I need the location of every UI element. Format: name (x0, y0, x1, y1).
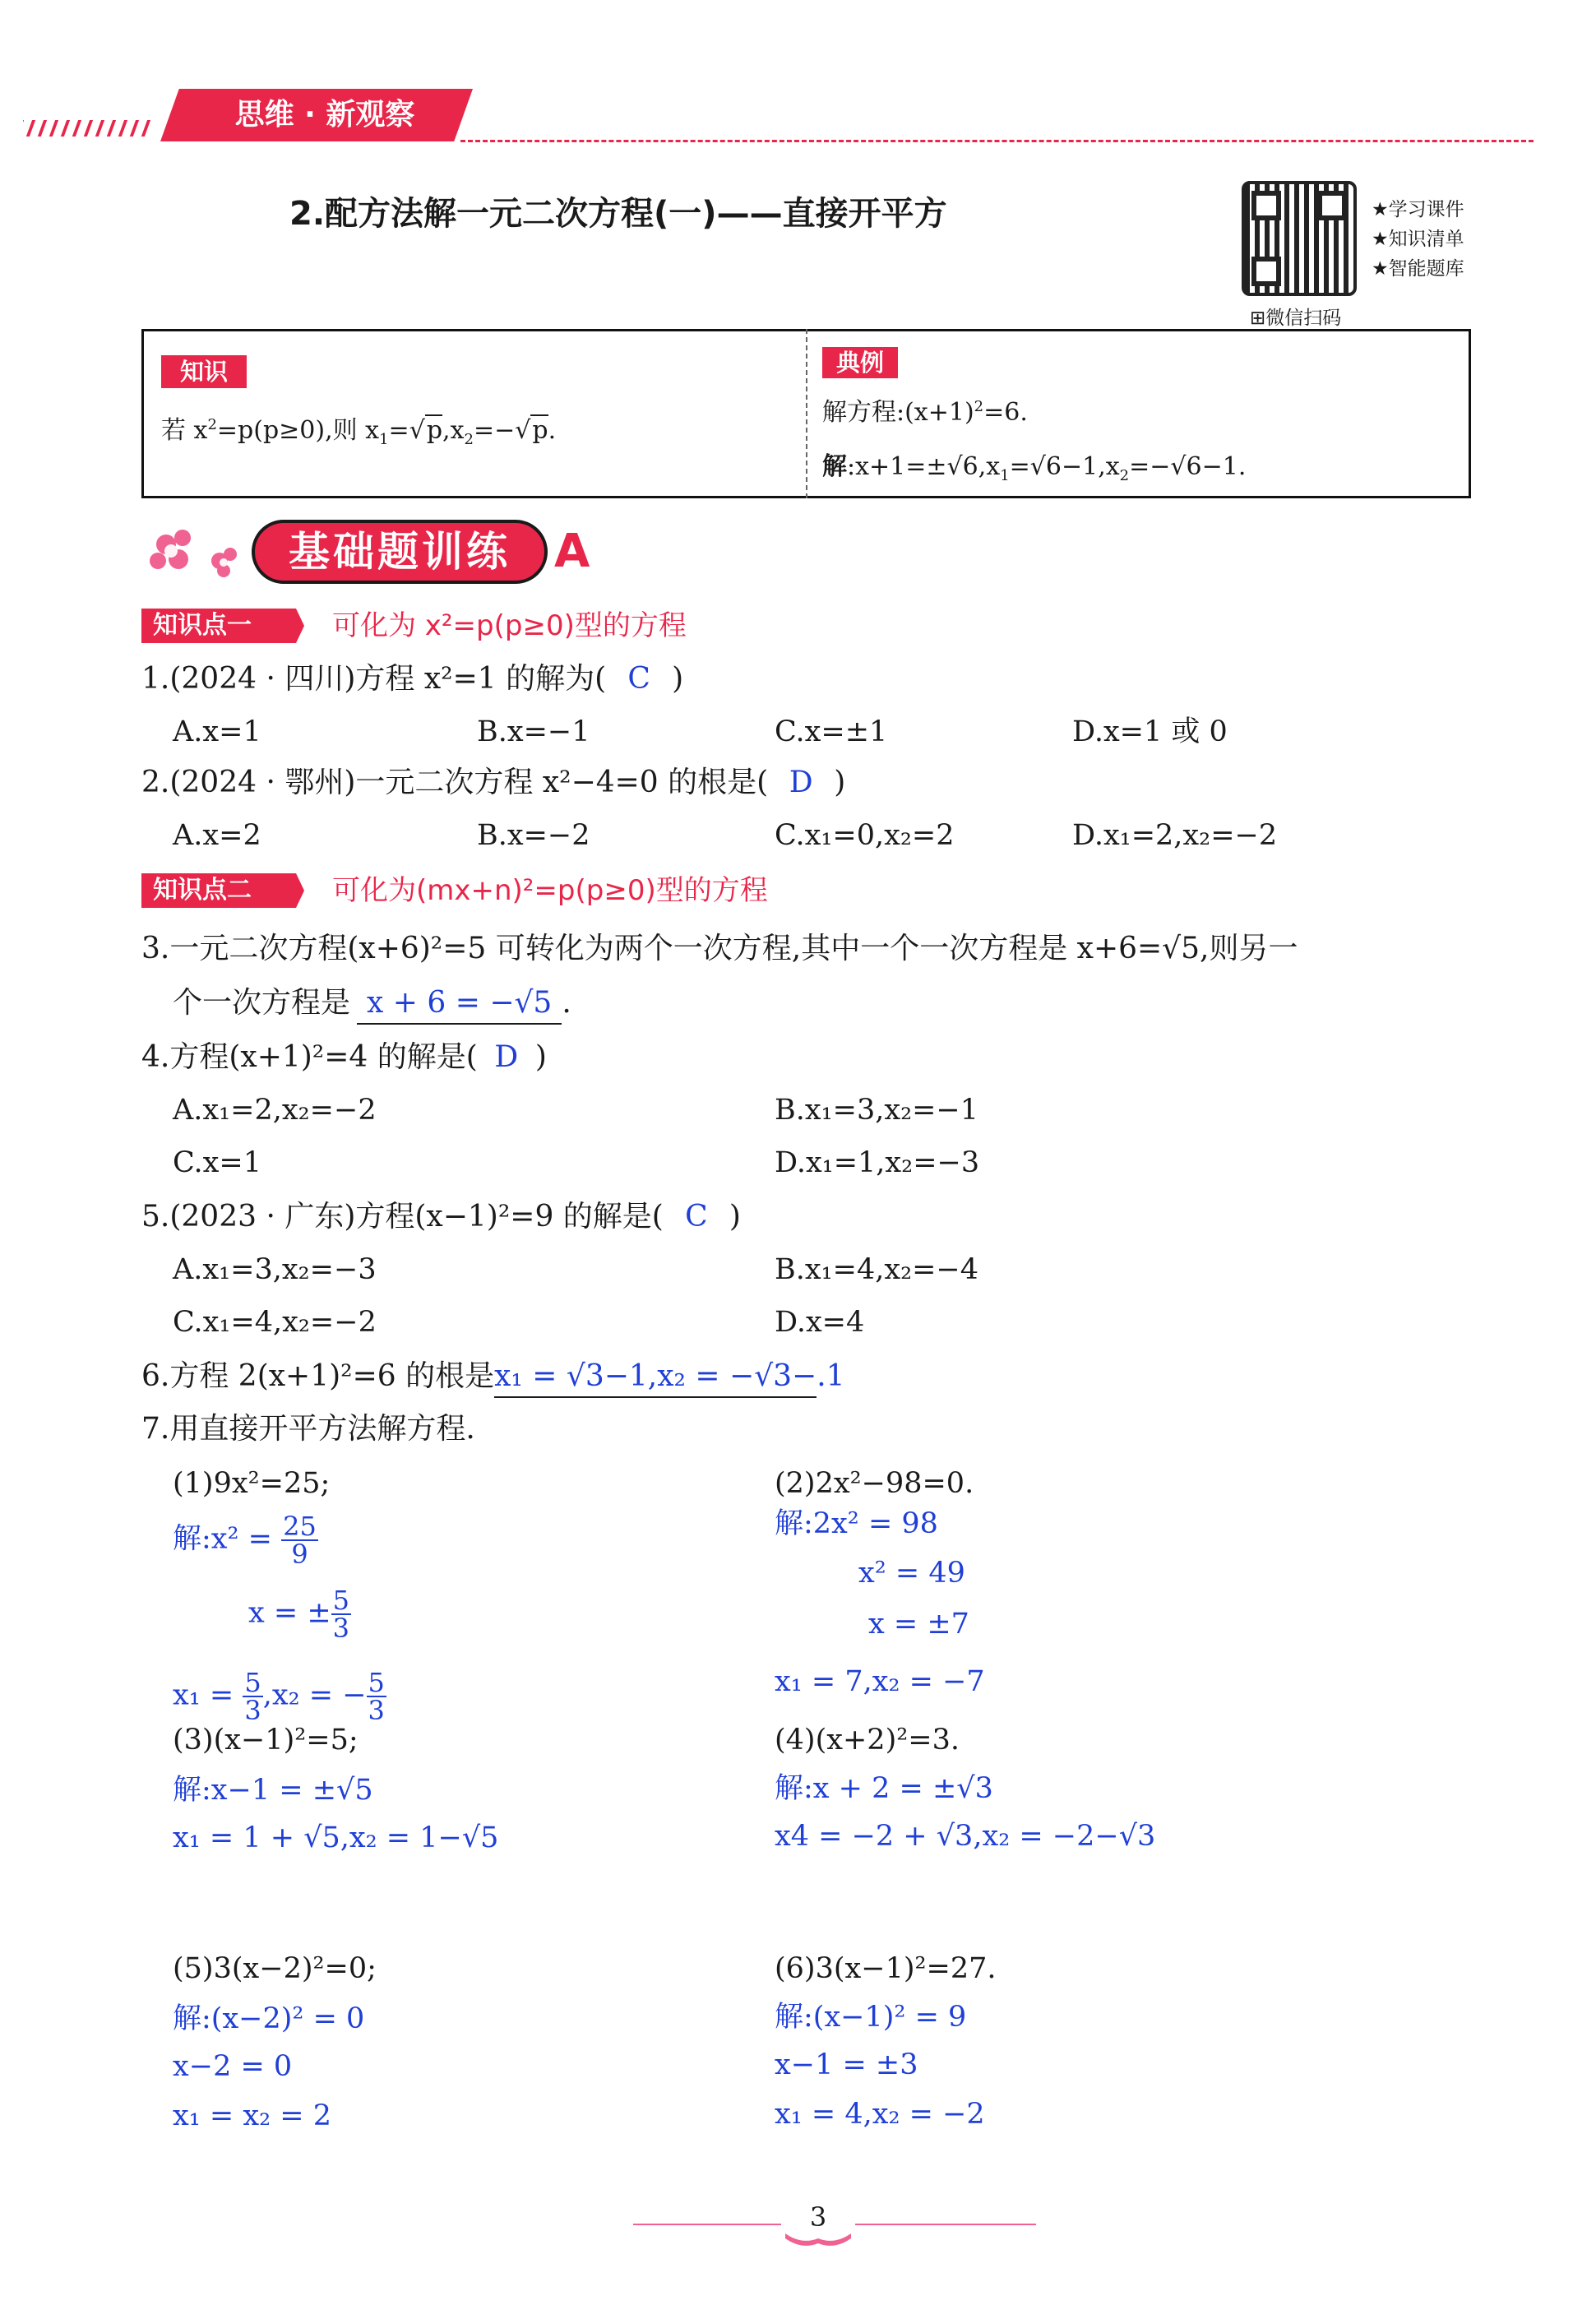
q7-part5-line3: x₁ = x₂ = 2 (173, 2099, 331, 2132)
header-stripes (23, 113, 171, 138)
footer-line-right (855, 2224, 1036, 2225)
section-title: 2.配方法解一元二次方程(一)——直接开平方 (289, 195, 947, 233)
qr-feature-3: ★智能题库 (1372, 258, 1464, 280)
q7-part5-line2: x−2 = 0 (173, 2050, 293, 2083)
q5-option-d: D.x=4 (775, 1306, 865, 1339)
banner-title: 基础题训练 (289, 528, 511, 576)
knowledge-divider (806, 329, 807, 498)
qr-code[interactable] (1242, 181, 1357, 296)
q2-answer: D (789, 766, 813, 799)
q6-stem: 6.方程 2(x+1)²=6 的根是x₁ = √3−1,x₂ = −√3−.1 (141, 1357, 845, 1398)
q5-stem: 5.(2023 · 广东)方程(x−1)²=9 的解是( C ) (141, 1197, 741, 1237)
scan-icon: ⊞ (1250, 308, 1266, 329)
kp1-text: 可化为 x²=p(p≥0)型的方程 (332, 609, 687, 642)
q1-option-b: B.x=−1 (477, 715, 590, 748)
q2-stem: 2.(2024 · 鄂州)一元二次方程 x²−4=0 的根是( D ) (141, 763, 845, 803)
example-question: 解方程$:(x+1)^2=6$. (822, 398, 1028, 427)
series-title: 思维 · 新观察 (234, 98, 415, 132)
kp2-tag: 知识点二 (141, 873, 296, 908)
q7-part2-line3: x = ±7 (868, 1608, 969, 1641)
qr-feature-2: ★知识清单 (1372, 229, 1464, 250)
q7-part5-question: (5)3(x−2)²=0; (173, 1952, 377, 1985)
knowledge-tag: 知识 (161, 355, 247, 388)
q4-option-d: D.x₁=1,x₂=−3 (775, 1146, 980, 1179)
q7-part6-line1: 解:(x−1)² = 9 (775, 2001, 967, 2034)
q7-part2-line1: 解:2x² = 98 (775, 1507, 938, 1540)
q7-part5-line1: 解:(x−2)² = 0 (173, 2002, 365, 2035)
example-tag: 典例 (822, 347, 898, 378)
q7-part2-question: (2)2x²−98=0. (775, 1467, 974, 1500)
banner-level: A (554, 525, 590, 578)
q3-answer: x + 6 = −√5 (357, 984, 562, 1025)
q5-answer: C (685, 1200, 708, 1233)
q6-answer: x₁ = √3−1,x₂ = −√3− (494, 1357, 817, 1398)
q1-stem: 1.(2024 · 四川)方程 x²=1 的解为( C ) (141, 660, 683, 699)
q2-option-b: B.x=−2 (477, 819, 590, 852)
example-answer: 解$:x+1=\pm√6,x_1=√6-1,x_2=-√6-1$. (822, 452, 1247, 484)
q2-option-d: D.x₁=2,x₂=−2 (1072, 819, 1278, 852)
q7-part3-line1: 解:x−1 = ±√5 (173, 1774, 373, 1807)
fraction-25-9: $\frac{25}{9}$ (283, 1511, 317, 1570)
q7-part1-line3: x₁ = $\frac{5}{3}$ ,x₂ = − $\frac{5}{3}$ (173, 1667, 385, 1726)
q7-part4-line1: 解:x + 2 = ±√3 (775, 1772, 993, 1805)
qr-caption: ⊞微信扫码 (1250, 308, 1342, 329)
header-dashed-line (460, 140, 1534, 142)
q7-part6-line2: x−1 = ±3 (775, 2048, 918, 2081)
q3-stem-2: 个一次方程是 x + 6 = −√5 . (173, 984, 571, 1025)
q7-part6-question: (6)3(x−1)²=27. (775, 1952, 997, 1985)
q4-answer: D (494, 1040, 519, 1074)
kp1-tag: 知识点一 (141, 609, 296, 643)
q7-part1-question: (1)9x²=25; (173, 1467, 331, 1500)
kp2-text: 可化为(mx+n)²=p(p≥0)型的方程 (332, 874, 768, 907)
q4-stem: 4.方程(x+1)²=4 的解是( D ) (141, 1038, 547, 1077)
q5-option-a: A.x₁=3,x₂=−3 (173, 1253, 377, 1286)
page-number: 3 (809, 2201, 827, 2233)
q7-part1-line1: 解:x² = $\frac{25}{9}$ (173, 1511, 317, 1570)
q4-option-a: A.x₁=2,x₂=−2 (173, 1094, 377, 1127)
q7-part1-line2: x = ± $\frac{5}{3}$ (248, 1585, 350, 1644)
q5-option-b: B.x₁=4,x₂=−4 (775, 1253, 979, 1286)
q2-option-c: C.x₁=0,x₂=2 (775, 819, 955, 852)
q4-option-c: C.x=1 (173, 1146, 261, 1179)
q1-option-c: C.x=±1 (775, 715, 888, 748)
q7-stem: 7.用直接开平方法解方程. (141, 1412, 475, 1446)
q7-part3-line2: x₁ = 1 + √5,x₂ = 1−√5 (173, 1821, 499, 1854)
q7-part2-line4: x₁ = 7,x₂ = −7 (775, 1665, 985, 1698)
q7-part6-line3: x₁ = 4,x₂ = −2 (775, 2098, 985, 2131)
q3-stem: 3.一元二次方程(x+6)²=5 可转化为两个一次方程,其中一个一次方程是 x+6=√5,则另一 (141, 932, 1298, 965)
flower-icon (141, 520, 240, 586)
q1-option-d: D.x=1 或 0 (1072, 715, 1228, 748)
q4-option-b: B.x₁=3,x₂=−1 (775, 1094, 979, 1127)
q1-answer: C (627, 662, 650, 696)
q7-part4-line2: x4 = −2 + √3,x₂ = −2−√3 (775, 1820, 1156, 1853)
q7-part2-line2: x² = 49 (858, 1557, 965, 1590)
q5-option-c: C.x₁=4,x₂=−2 (173, 1306, 377, 1339)
q7-part4-question: (4)(x+2)²=3. (775, 1724, 960, 1757)
knowledge-rule: 若 $x^2=p(p\ge 0)$,则 $x_1=√p,x_2=-√p$. (161, 416, 557, 448)
footer-line-left (633, 2224, 781, 2225)
q1-option-a: A.x=1 (173, 715, 261, 748)
stripe-decoration (23, 113, 171, 138)
q7-part3-question: (3)(x−1)²=5; (173, 1724, 359, 1757)
qr-feature-1: ★学习课件 (1372, 199, 1464, 220)
q2-option-a: A.x=2 (173, 819, 261, 852)
fraction-5-3: $\frac{5}{3}$ (332, 1585, 350, 1644)
